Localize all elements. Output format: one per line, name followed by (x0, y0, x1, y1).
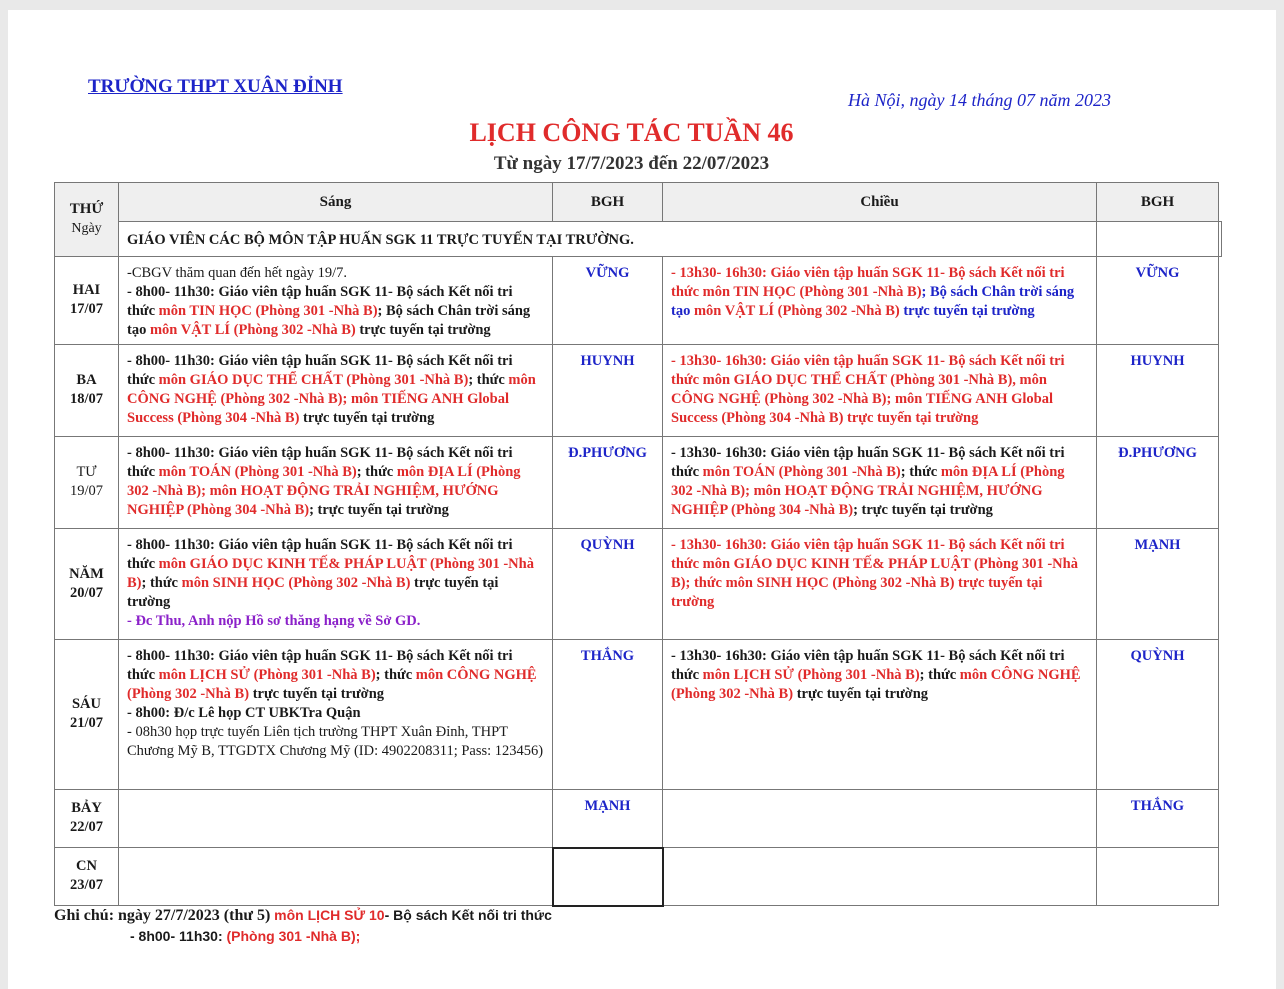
day-label: SÁU (71, 696, 101, 712)
table-row (55, 640, 1222, 790)
header-day-label: THỨ (69, 201, 104, 217)
morning-cell (119, 640, 553, 790)
morning-subject: môn LỊCH SỬ (Phòng 301 -Nhà B) (158, 667, 376, 683)
afternoon-text: trực tuyến tại trường (899, 303, 1035, 319)
banner-text: GIÁO VIÊN CÁC BỘ MÔN TẬP HUẤN SGK 11 TRỰC TUYẾN TẠI TRƯỜNG. (119, 222, 1097, 257)
morning-text: ; Bộ sách Chân trời sáng tạo (127, 303, 531, 338)
header-bgh-morning: BGH (553, 183, 663, 222)
morning-cell (119, 345, 553, 437)
page-subtitle: Từ ngày 17/7/2023 đến 22/07/2023 (493, 153, 770, 174)
morning-subject: môn TIN HỌC (Phòng 301 -Nhà B) (158, 303, 378, 319)
afternoon-subject: môn ĐỊA LÍ (Phòng 302 -Nhà B); môn HOẠT ĐỘNG TRẢI NGHIỆM, HƯỚNG NGHIỆP (Phòng 304 -Nhà B) (671, 464, 1065, 518)
header-afternoon: Chiều (663, 183, 1097, 222)
bgh-afternoon: MẠNH (1097, 529, 1219, 640)
afternoon-text: - 13h30- 16h30: Giáo viên tập huấn SGK 11- Bộ sách Kết nối tri thức (671, 445, 1065, 480)
afternoon-subject: môn TIN HỌC (Phòng 301 -Nhà B) (702, 284, 922, 300)
afternoon-text: - 13h30- 16h30: Giáo viên tập huấn SGK 11- Bộ sách Kết nối tri thức (671, 265, 1065, 300)
morning-text: - 8h00- 11h30: Giáo viên tập huấn SGK 11- Bộ sách Kết nối tri thức (127, 537, 513, 572)
banner-empty (1097, 222, 1219, 257)
day-date: 21/07 (69, 715, 104, 731)
morning-note: - 08h30 họp trực tuyến Liên tịch trường THPT Xuân Đỉnh, THPT Chương Mỹ B, TTGDTX Chương Mỹ (ID: 4902208311; Pass: 123456) (127, 724, 544, 759)
day-label: BẢY (71, 800, 102, 816)
notes-time: - 8h00- 11h30: (130, 928, 227, 944)
header-bgh-afternoon: BGH (1097, 183, 1219, 222)
dateline: Hà Nội, ngày 14 tháng 07 năm 2023 (848, 90, 1111, 110)
afternoon-text: - 13h30- 16h30: Giáo viên tập huấn SGK 11- Bộ sách Kết nối tri thức (671, 648, 1065, 683)
afternoon-cell (663, 529, 1097, 640)
morning-subject: môn GIÁO DỤC THỂ CHẤT (Phòng 301 -Nhà B) (158, 372, 469, 388)
morning-subject: môn GIÁO DỤC KINH TẾ& PHÁP LUẬT (Phòng 301 -Nhà B) (127, 556, 534, 591)
afternoon-subject: môn VẬT LÍ (Phòng 302 -Nhà B) (693, 303, 900, 319)
morning-text: trực tuyến tại trường (127, 575, 499, 610)
banner-empty-2 (1219, 222, 1222, 257)
day-label: CN (76, 858, 97, 874)
bgh-morning: MẠNH (553, 790, 663, 848)
morning-cell (119, 529, 553, 640)
morning-subject: môn TOÁN (Phòng 301 -Nhà B) (158, 464, 357, 480)
morning-text: - 8h00- 11h30: Giáo viên tập huấn SGK 11- Bộ sách Kết nối tri thức (127, 284, 513, 319)
table-row (55, 790, 1222, 848)
bgh-morning: Đ.PHƯƠNG (553, 437, 663, 529)
bgh-afternoon: THẮNG (1097, 790, 1219, 848)
bgh-afternoon: VỮNG (1097, 257, 1219, 345)
morning-text: trực tuyến tại trường (355, 322, 491, 338)
afternoon-text: ; thức (919, 667, 960, 683)
day-cell (55, 640, 119, 790)
afternoon-text: ; thức (900, 464, 941, 480)
document-page (8, 10, 1276, 989)
day-label: BA (76, 372, 97, 388)
afternoon-text: ; trực tuyến tại trường (853, 502, 993, 518)
schedule-table (54, 182, 1222, 907)
table-row (55, 437, 1222, 529)
morning-text: - 8h00- 11h30: Giáo viên tập huấn SGK 11- Bộ sách Kết nối tri thức (127, 445, 513, 480)
bgh-morning: THẮNG (553, 640, 663, 790)
header-morning: Sáng (119, 183, 553, 222)
day-cell (55, 790, 119, 848)
afternoon-text: - 13h30- 16h30: Giáo viên tập huấn SGK 11- Bộ sách Kết nối tri thức môn GIÁO DỤC KINH TẾ& PHÁP LUẬT (Phòng 301 -Nhà B); thức môn SINH HỌC (Phòng 302 -Nhà B) trực tuyến tại trường (671, 537, 1078, 610)
bgh-morning: HUYNH (553, 345, 663, 437)
day-date: 17/07 (69, 301, 104, 317)
bgh-afternoon: HUYNH (1097, 345, 1219, 437)
afternoon-subject: môn GIÁO DỤC THỂ CHẤT (Phòng 301 -Nhà B), môn CÔNG NGHỆ (Phòng 302 -Nhà B); môn TIẾNG ANH Global Success (Phòng 304 -Nhà B) (671, 372, 1054, 426)
morning-text: ; thức (375, 667, 416, 683)
afternoon-cell (663, 437, 1097, 529)
morning-text: - 8h00- 11h30: Giáo viên tập huấn SGK 11- Bộ sách Kết nối tri thức (127, 353, 513, 388)
bgh-afternoon: Đ.PHƯƠNG (1097, 437, 1219, 529)
header-date-label: Ngày (71, 221, 102, 236)
day-cell (55, 437, 119, 529)
banner-row (55, 222, 1222, 257)
day-cell (55, 257, 119, 345)
afternoon-text: trực tuyến tại trường (793, 686, 929, 702)
morning-text: - 8h00- 11h30: Giáo viên tập huấn SGK 11- Bộ sách Kết nối tri thức (127, 648, 513, 683)
morning-cell (119, 257, 553, 345)
morning-text: ; thức (356, 464, 397, 480)
morning-text: trực tuyến tại trường (249, 686, 385, 702)
bgh-morning: QUỲNH (553, 529, 663, 640)
day-cell (55, 529, 119, 640)
morning-text: ; thức (468, 372, 509, 388)
afternoon-subject: môn LỊCH SỬ (Phòng 301 -Nhà B) (702, 667, 920, 683)
table-row (55, 345, 1222, 437)
page-title: LỊCH CÔNG TÁC TUẦN 46 (469, 118, 794, 147)
afternoon-cell (663, 790, 1097, 848)
morning-subject: môn CÔNG NGHỆ (Phòng 302 -Nhà B) (127, 667, 537, 702)
table-row (55, 257, 1222, 345)
day-date: 23/07 (69, 877, 104, 893)
bgh-morning: VỮNG (553, 257, 663, 345)
afternoon-cell (663, 345, 1097, 437)
day-date: 22/07 (69, 819, 104, 835)
afternoon-cell (663, 257, 1097, 345)
morning-text: ; trực tuyến tại trường (309, 502, 449, 518)
morning-text: ; thức (141, 575, 182, 591)
day-label: TƯ (76, 464, 97, 480)
day-cell (55, 848, 119, 906)
table-row (55, 529, 1222, 640)
afternoon-text: trực tuyến tại trường (843, 410, 979, 426)
morning-note: - 8h00: Đ/c Lê họp CT UBKTra Quận (127, 705, 361, 721)
morning-subject: môn SINH HỌC (Phòng 302 -Nhà B) (181, 575, 411, 591)
afternoon-text: - 13h30- 16h30: Giáo viên tập huấn SGK 11- Bộ sách Kết nối tri thức (671, 353, 1065, 388)
bgh-afternoon: QUỲNH (1097, 640, 1219, 790)
afternoon-subject: môn CÔNG NGHỆ (Phòng 302 -Nhà B) (671, 667, 1081, 702)
day-date: 20/07 (69, 584, 104, 601)
morning-text: trực tuyến tại trường (299, 410, 435, 426)
day-date: 19/07 (69, 483, 104, 499)
morning-subject: môn VẬT LÍ (Phòng 302 -Nhà B) (149, 322, 356, 338)
morning-cell (119, 790, 553, 848)
school-name: TRƯỜNG THPT XUÂN ĐỈNH (88, 76, 343, 97)
day-label: NĂM (69, 565, 104, 582)
morning-subject: môn CÔNG NGHỆ (Phòng 302 -Nhà B); môn TIẾNG ANH Global Success (Phòng 304 -Nhà B) (127, 372, 536, 426)
notes-subject: môn LỊCH SỬ 10 (270, 907, 385, 923)
afternoon-subject: môn TOÁN (Phòng 301 -Nhà B) (702, 464, 901, 480)
notes-book: - Bộ sách Kết nối tri thức (384, 907, 552, 923)
header-day (55, 183, 119, 257)
afternoon-text: ; Bộ sách Chân trời sáng tạo (671, 284, 1075, 319)
afternoon-cell (663, 848, 1097, 906)
morning-subject: môn ĐỊA LÍ (Phòng 302 -Nhà B); môn HOẠT ĐỘNG TRẢI NGHIỆM, HƯỚNG NGHIỆP (Phòng 304 -Nhà B) (127, 464, 521, 518)
afternoon-cell (663, 640, 1097, 790)
notes-label: Ghi chú: ngày 27/7/2023 (thư 5) (54, 907, 271, 924)
morning-cell (119, 848, 553, 906)
table-header-row (55, 183, 1222, 222)
day-cell (55, 345, 119, 437)
morning-cell (119, 437, 553, 529)
bgh-afternoon (1097, 848, 1219, 906)
day-label: HAI (72, 282, 101, 298)
bgh-morning-selected[interactable] (553, 848, 663, 906)
morning-note: - Đc Thu, Anh nộp Hồ sơ thăng hạng về Sở GD. (127, 613, 421, 629)
day-date: 18/07 (69, 391, 104, 407)
table-row (55, 848, 1222, 906)
morning-line: -CBGV thăm quan đến hết ngày 19/7. (127, 265, 348, 281)
notes-room: (Phòng 301 -Nhà B); (226, 928, 361, 944)
notes (54, 905, 552, 947)
